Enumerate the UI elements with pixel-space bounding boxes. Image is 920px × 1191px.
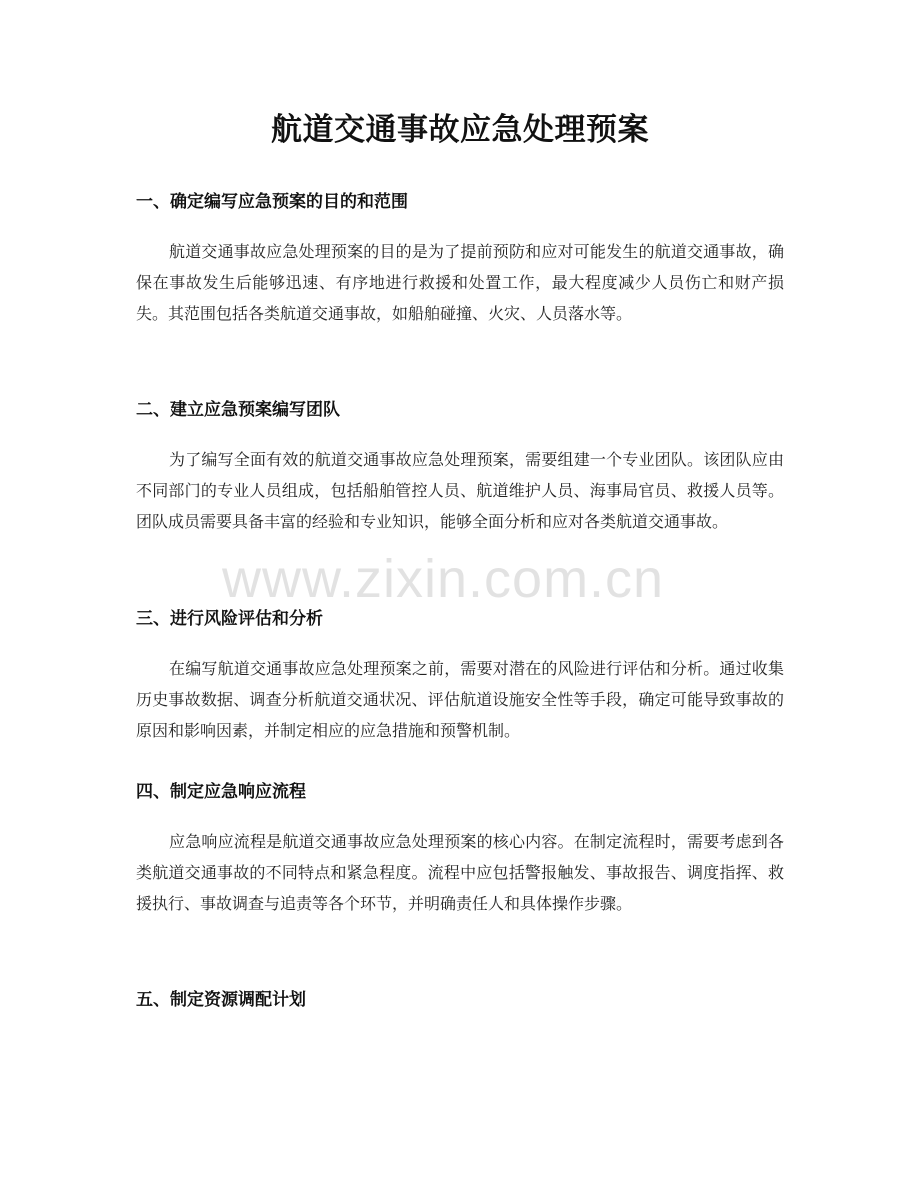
section-1 [136, 190, 784, 329]
section-body: 应急响应流程是航道交通事故应急处理预案的核心内容。在制定流程时，需要考虑到各类航道交通事故的不同特点和紧急程度。流程中应包括警报触发、事故报告、调度指挥、救援执行、事故调查与追责等各个环节，并明确责任人和具体操作步骤。 [136, 832, 784, 913]
section-heading: 五、制定资源调配计划 [136, 990, 306, 1010]
section-heading: 三、进行风险评估和分析 [136, 609, 323, 629]
section-body: 在编写航道交通事故应急处理预案之前，需要对潜在的风险进行评估和分析。通过收集历史事故数据、调查分析航道交通状况、评估航道设施安全性等手段，确定可能导致事故的原因和影响因素，并制定相应的应急措施和预警机制。 [136, 659, 784, 740]
section-heading: 一、确定编写应急预案的目的和范围 [136, 192, 408, 212]
section-3 [136, 607, 784, 746]
section-4 [136, 780, 784, 919]
section-heading: 二、建立应急预案编写团队 [136, 400, 340, 420]
section-body: 为了编写全面有效的航道交通事故应急处理预案，需要组建一个专业团队。该团队应由不同部门的专业人员组成，包括船舶管控人员、航道维护人员、海事局官员、救援人员等。团队成员需要具备丰富的经验和专业知识，能够全面分析和应对各类航道交通事故。 [136, 450, 784, 531]
section-2 [136, 398, 784, 537]
section-body: 航道交通事故应急处理预案的目的是为了提前预防和应对可能发生的航道交通事故，确保在事故发生后能够迅速、有序地进行救援和处置工作，最大程度减少人员伤亡和财产损失。其范围包括各类航道交通事故，如船舶碰撞、火灾、人员落水等。 [136, 242, 784, 323]
watermark-text: www.zixin.com.cn [222, 549, 665, 609]
section-heading: 四、制定应急响应流程 [136, 782, 306, 802]
document-title: 航道交通事故应急处理预案 [271, 112, 649, 148]
section-5 [136, 988, 784, 1012]
